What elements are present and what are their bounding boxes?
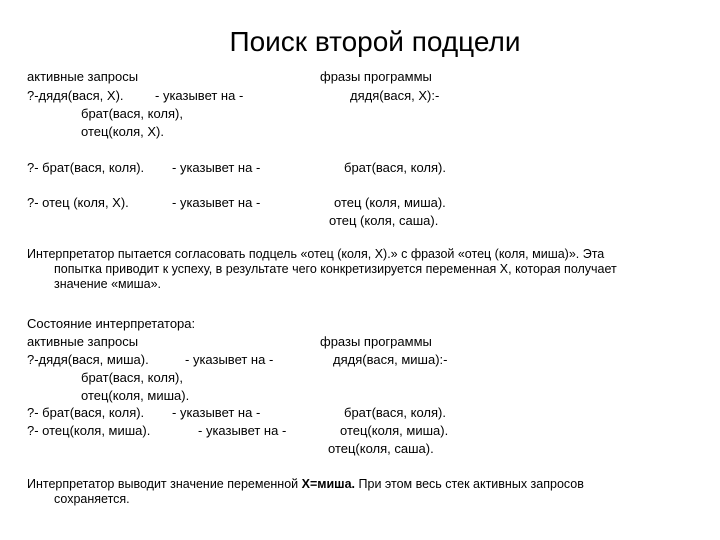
query-brother: ?- брат(вася, коля). bbox=[27, 160, 145, 175]
query-uncle: ?-дядя(вася, X). bbox=[27, 88, 124, 103]
subgoal-brother: брат(вася, коля), bbox=[81, 106, 184, 121]
conclusion-text-c: При этом весь стек активных запросов bbox=[355, 477, 584, 491]
points-to-label: - указывет на - bbox=[172, 195, 261, 210]
interpreter-state-label: Состояние интерпретатора: bbox=[27, 316, 196, 331]
phrase-father-misha: отец(коля, миша). bbox=[340, 423, 449, 438]
subgoal-father: отец(коля, миша). bbox=[81, 388, 190, 403]
page-title: Поиск второй подцели bbox=[229, 26, 521, 57]
program-phrases-header: фразы программы bbox=[320, 334, 432, 349]
phrase-brother: брат(вася, коля). bbox=[344, 405, 447, 420]
phrase-uncle: дядя(вася, миша):- bbox=[333, 352, 448, 367]
query-father: ?- отец(коля, миша). bbox=[27, 423, 151, 438]
program-phrases-header: фразы программы bbox=[320, 69, 432, 84]
conclusion-text-a: Интерпретатор выводит значение переменной bbox=[27, 477, 302, 491]
points-to-label: - указывет на - bbox=[155, 88, 244, 103]
points-to-label: - указывет на - bbox=[172, 160, 261, 175]
subgoal-brother: брат(вася, коля), bbox=[81, 370, 184, 385]
explanation-line-3: значение «миша». bbox=[54, 277, 162, 291]
subgoal-father: отец(коля, X). bbox=[81, 124, 164, 139]
conclusion-line-2: сохраняется. bbox=[54, 492, 130, 506]
conclusion-result: X=миша. bbox=[301, 477, 356, 491]
points-to-label: - указывет на - bbox=[185, 352, 274, 367]
active-queries-header: активные запросы bbox=[27, 69, 139, 84]
conclusion-line-1 bbox=[27, 477, 584, 492]
active-queries-header: активные запросы bbox=[27, 334, 139, 349]
points-to-label: - указывет на - bbox=[198, 423, 287, 438]
explanation-line-2: попытка приводит к успеху, в результате чего конкретизируется переменная X, которая получает bbox=[54, 262, 617, 276]
explanation-line-1: Интерпретатор пытается согласовать подцель «отец (коля, X).» с фразой «отец (коля, миша)». Эта bbox=[27, 247, 605, 261]
phrase-uncle: дядя(вася, X):- bbox=[350, 88, 440, 103]
query-brother: ?- брат(вася, коля). bbox=[27, 405, 145, 420]
phrase-father-sasha: отец (коля, саша). bbox=[329, 213, 439, 228]
phrase-father-misha: отец (коля, миша). bbox=[334, 195, 446, 210]
phrase-father-sasha: отец(коля, саша). bbox=[328, 441, 434, 456]
phrase-brother: брат(вася, коля). bbox=[344, 160, 447, 175]
query-father: ?- отец (коля, X). bbox=[27, 195, 129, 210]
points-to-label: - указывет на - bbox=[172, 405, 261, 420]
query-uncle: ?-дядя(вася, миша). bbox=[27, 352, 149, 367]
